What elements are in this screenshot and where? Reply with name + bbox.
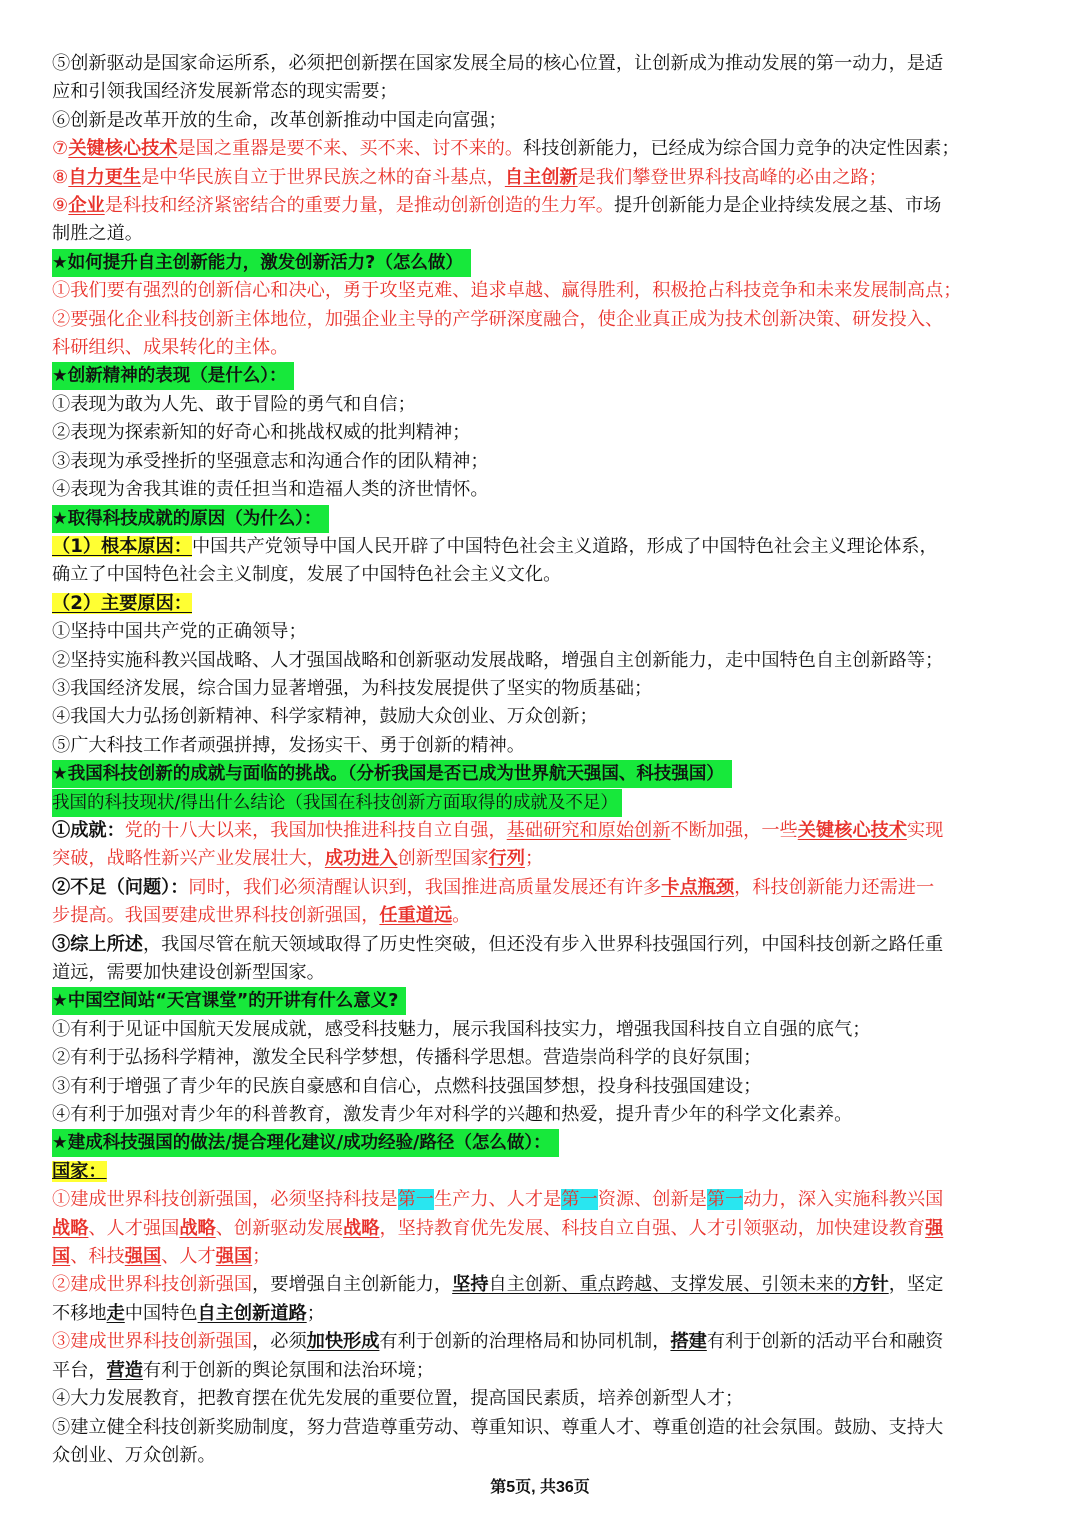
text-line: ②有利于弘扬科学精神，激发全民科学梦想，传播科学思想。营造崇尚科学的良好氛围； <box>52 1047 762 1069</box>
text-line <box>52 1243 1032 1271</box>
highlight-text: ，科技创新能力还需进一 <box>734 876 935 898</box>
text-line <box>52 590 1032 618</box>
text-line: 道远，需要加快建设创新型国家。 <box>52 962 325 983</box>
text-line: ⑤广大科技工作者顽强拼搏，发扬实干、勇于创新的精神。 <box>52 734 525 756</box>
key-term: 成功进入 <box>324 848 398 870</box>
text-line <box>52 845 1032 873</box>
text-line <box>52 164 1032 192</box>
text-line: ⑥创新是改革开放的生命，改革创新推动中国走向富强； <box>52 109 507 131</box>
body-text: 不移地 <box>52 1302 107 1324</box>
text-line: ①有利于见证中国航天发展成就，感受科技魅力，展示我国科技实力，增强我国科技自立自强的底气； <box>52 1018 871 1040</box>
key-term: 国 <box>52 1246 71 1268</box>
item-number: ⑦ <box>52 138 69 160</box>
key-term: 坚持 <box>452 1274 489 1296</box>
body-text: 提升创新能力是企业持续发展之基、市场 <box>613 195 942 217</box>
text-line: ①坚持中国共产党的正确领导； <box>52 621 307 643</box>
highlight-text: 生产力、人才是 <box>433 1189 562 1211</box>
text-line: 科研组织、成果转化的主体。 <box>52 337 289 359</box>
highlight-text: 是国之重器是要不来、买不来、讨不来的。 <box>177 138 524 160</box>
text-line <box>52 902 1032 930</box>
key-term: 强国 <box>215 1246 253 1268</box>
key-term: 关键核心技术 <box>68 138 178 160</box>
text-line <box>52 1271 1032 1299</box>
body-text: 中国共产党领导中国人民开辟了中国特色社会主义道路，形成了中国特色社会主义理论体系， <box>191 535 938 557</box>
key-term: 任重道远 <box>379 905 453 927</box>
text-line <box>52 1158 1032 1186</box>
cyan-highlight: 第一 <box>561 1189 598 1211</box>
text-line: 确立了中国特色社会主义制度，发展了中国特色社会主义文化。 <box>52 564 562 586</box>
text-line: 众创业、万众创新。 <box>52 1444 216 1466</box>
highlight-text: 动力，深入实施科教兴国 <box>743 1189 944 1211</box>
highlight-text: 不断加强，一些 <box>670 819 798 841</box>
highlight-text: 、创新驱动发展 <box>215 1217 344 1239</box>
key-term: 战略 <box>179 1217 216 1239</box>
item-number: ⑧ <box>52 166 69 188</box>
key-term: 卡点瓶颈 <box>661 876 735 898</box>
key-term: 战略 <box>52 1217 89 1239</box>
section-heading <box>52 760 1032 788</box>
label-text: ③综上所述 <box>52 933 143 955</box>
key-term: 营造 <box>106 1359 143 1381</box>
highlight-text: 突破，战略性新兴产业发展壮大， <box>52 848 325 870</box>
text-line: ②表现为探索新知的好奇心和挑战权威的批判精神； <box>52 422 471 444</box>
body-text: ，要增强自主创新能力， <box>252 1274 453 1296</box>
highlight-text: 实现 <box>906 819 944 841</box>
key-term: 自力更生 <box>68 166 142 188</box>
text-line <box>52 135 1032 163</box>
label-text: ②不足（问题）： <box>52 876 189 898</box>
section-heading-label: ★创新精神的表现（是什么）： <box>52 362 294 390</box>
highlight-text: 同时，我们必须清醒认识到，我国推进高质量发展还有许多 <box>188 876 662 898</box>
body-text: 中国特色 <box>124 1302 198 1324</box>
body-text: ，必须 <box>252 1331 307 1353</box>
text-line <box>52 192 1032 220</box>
highlight-text: ； <box>524 848 544 870</box>
section-heading-label: ★中国空间站“天宫课堂”的开讲有什么意义? <box>52 987 406 1015</box>
text-line: ①表现为敢为人先、敢于冒险的勇气和自信； <box>52 393 416 415</box>
text-line: 应和引领我国经济发展新常态的现实需要； <box>52 81 398 103</box>
label-text: ①成就： <box>52 819 125 841</box>
text-line: ③有利于增强了青少年的民族自豪感和自信心，点燃科技强国梦想，投身科技强国建设； <box>52 1075 762 1097</box>
section-heading-label: ★取得科技成就的原因（为什么）： <box>52 505 329 533</box>
highlight-text: ②建成世界科技创新强国 <box>52 1274 253 1296</box>
text-line <box>52 1186 1032 1214</box>
underlined-text: 自主创新、重点跨越、支撑发展、引领未来的 <box>488 1274 853 1296</box>
page-number: 第5页, 共36页 <box>490 1479 590 1496</box>
highlight-text: ③建成世界科技创新强国 <box>52 1331 253 1353</box>
body-text: 有利于创新的舆论氛围和法治环境； <box>142 1359 434 1381</box>
text-line: 制胜之道。 <box>52 223 143 245</box>
body-text: ，坚定 <box>888 1274 944 1296</box>
text-line <box>52 1300 1032 1328</box>
text-line <box>52 1357 1032 1385</box>
text-line: ③表现为承受挫折的坚强意志和沟通合作的团队精神； <box>52 450 489 472</box>
key-term: 自主创新道路 <box>197 1302 307 1324</box>
key-term: 行列 <box>488 848 525 870</box>
section-heading <box>52 1129 1032 1157</box>
body-text: ； <box>306 1302 325 1324</box>
text-line: ②要强化企业科技创新主体地位，加强企业主导的产学研深度融合，使企业真正成为技术创新决策、研发投入、 <box>52 308 944 330</box>
highlight-text: ； <box>252 1246 271 1268</box>
section-heading <box>52 505 1032 533</box>
highlight-text: 是我们攀登世界科技高峰的必由之路； <box>577 166 887 188</box>
text-line <box>52 874 1032 902</box>
highlight-text: 步提高。我国要建成世界科技创新强国， <box>52 905 380 927</box>
section-heading <box>52 987 1032 1015</box>
section-subheading-label: 我国的科技现状/得出什么结论（我国在科技创新方面取得的成就及不足） <box>52 789 622 817</box>
section-heading-label: ★建成科技强国的做法/提合理化建议/成功经验/路径（怎么做）： <box>52 1129 559 1157</box>
key-term: 强 <box>925 1217 944 1239</box>
highlight-text: 是中华民族自立于世界民族之林的奋斗基点， <box>141 166 505 188</box>
text-line: ④有利于加强对青少年的科普教育，激发青少年对科学的兴趣和热爱，提升青少年的科学文化素养。 <box>52 1104 853 1126</box>
sub-heading: （2）主要原因： <box>52 592 192 614</box>
section-heading <box>52 249 1032 277</box>
key-term: 基础研究和原始创新 <box>506 819 671 841</box>
section-heading-label: ★如何提升自主创新能力，激发创新活力?（怎么做） <box>52 249 471 277</box>
key-term: 企业 <box>68 195 105 217</box>
highlight-text: 党的十八大以来，我国加快推进科技自立自强， <box>124 819 507 841</box>
text-line: ④表现为舍我其谁的责任担当和造福人类的济世情怀。 <box>52 479 489 501</box>
highlight-text: ①建成世界科技创新强国，必须坚持科技是 <box>52 1189 398 1211</box>
text-line <box>52 1328 1032 1356</box>
body-text: 有利于创新的治理格局和协同机制， <box>379 1331 671 1353</box>
sub-heading: （1）根本原因： <box>52 535 192 557</box>
key-term: 战略 <box>343 1217 380 1239</box>
sub-heading: 国家： <box>52 1160 107 1182</box>
document-page <box>52 50 1032 1470</box>
text-line <box>52 817 1032 845</box>
section-heading <box>52 362 1032 390</box>
highlight-text: 、人才强国 <box>88 1217 180 1239</box>
body-text: 科技创新能力，已经成为综合国力竞争的决定性因素； <box>523 138 960 160</box>
body-text: ，我国尽管在航天领域取得了历史性突破，但还没有步入世界科技强国行列，中国科技创新之路任重 <box>142 933 944 955</box>
key-term: 加快形成 <box>306 1331 380 1353</box>
section-subheading <box>52 789 1032 817</box>
text-line: ④我国大力弘扬创新精神、科学家精神，鼓励大众创业、万众创新； <box>52 706 598 728</box>
key-term: 方针 <box>852 1274 889 1296</box>
cyan-highlight: 第一 <box>706 1189 744 1211</box>
highlight-text: ，坚持教育优先发展、科技自立自强、人才引领驱动，加快建设教育 <box>379 1217 926 1239</box>
key-term: 搭建 <box>670 1331 707 1353</box>
text-line <box>52 1215 1032 1243</box>
key-term: 走 <box>106 1302 125 1324</box>
key-term: 自主创新 <box>504 166 578 188</box>
key-term: 强国 <box>124 1246 162 1268</box>
text-line: ①我们要有强烈的创新信心和决心，勇于攻坚克难、追求卓越、赢得胜利，积极抢占科技竞争和未来发展制高点； <box>52 280 962 302</box>
highlight-text: 、科技 <box>70 1246 125 1268</box>
highlight-text: 创新型国家 <box>397 848 489 870</box>
text-line: ⑤创新驱动是国家命运所系，必须把创新摆在国家发展全局的核心位置，让创新成为推动发展的第一动力，是适 <box>52 53 944 74</box>
body-text: 平台， <box>52 1359 107 1381</box>
key-term: 关键核心技术 <box>797 819 907 841</box>
text-line: ②坚持实施科教兴国战略、人才强国战略和创新驱动发展战略，增强自主创新能力，走中国特色自主创新路等； <box>52 649 944 671</box>
text-line: ③我国经济发展，综合国力显著增强，为科技发展提供了坚实的物质基础； <box>52 677 653 699</box>
item-number: ⑨ <box>52 195 69 217</box>
highlight-text: 、人才 <box>161 1246 216 1268</box>
body-text: 有利于创新的活动平台和融资 <box>706 1331 944 1353</box>
highlight-text: 资源、创新是 <box>597 1189 707 1211</box>
text-line: ④大力发展教育，把教育摆在优先发展的重要位置，提高国民素质，培养创新型人才； <box>52 1388 744 1410</box>
text-line <box>52 533 1032 561</box>
cyan-highlight: 第一 <box>397 1189 434 1211</box>
highlight-text: 。 <box>452 905 471 927</box>
text-line: ⑤建立健全科技创新奖励制度，努力营造尊重劳动、尊重知识、尊重人才、尊重创造的社会氛围。鼓励、支持大 <box>52 1416 944 1438</box>
section-heading-label: ★我国科技创新的成就与面临的挑战。（分析我国是否已成为世界航天强国、科技强国） <box>52 760 732 788</box>
text-line <box>52 931 1032 959</box>
highlight-text: 是科技和经济紧密结合的重要力量，是推动创新创造的生力军。 <box>104 195 614 217</box>
